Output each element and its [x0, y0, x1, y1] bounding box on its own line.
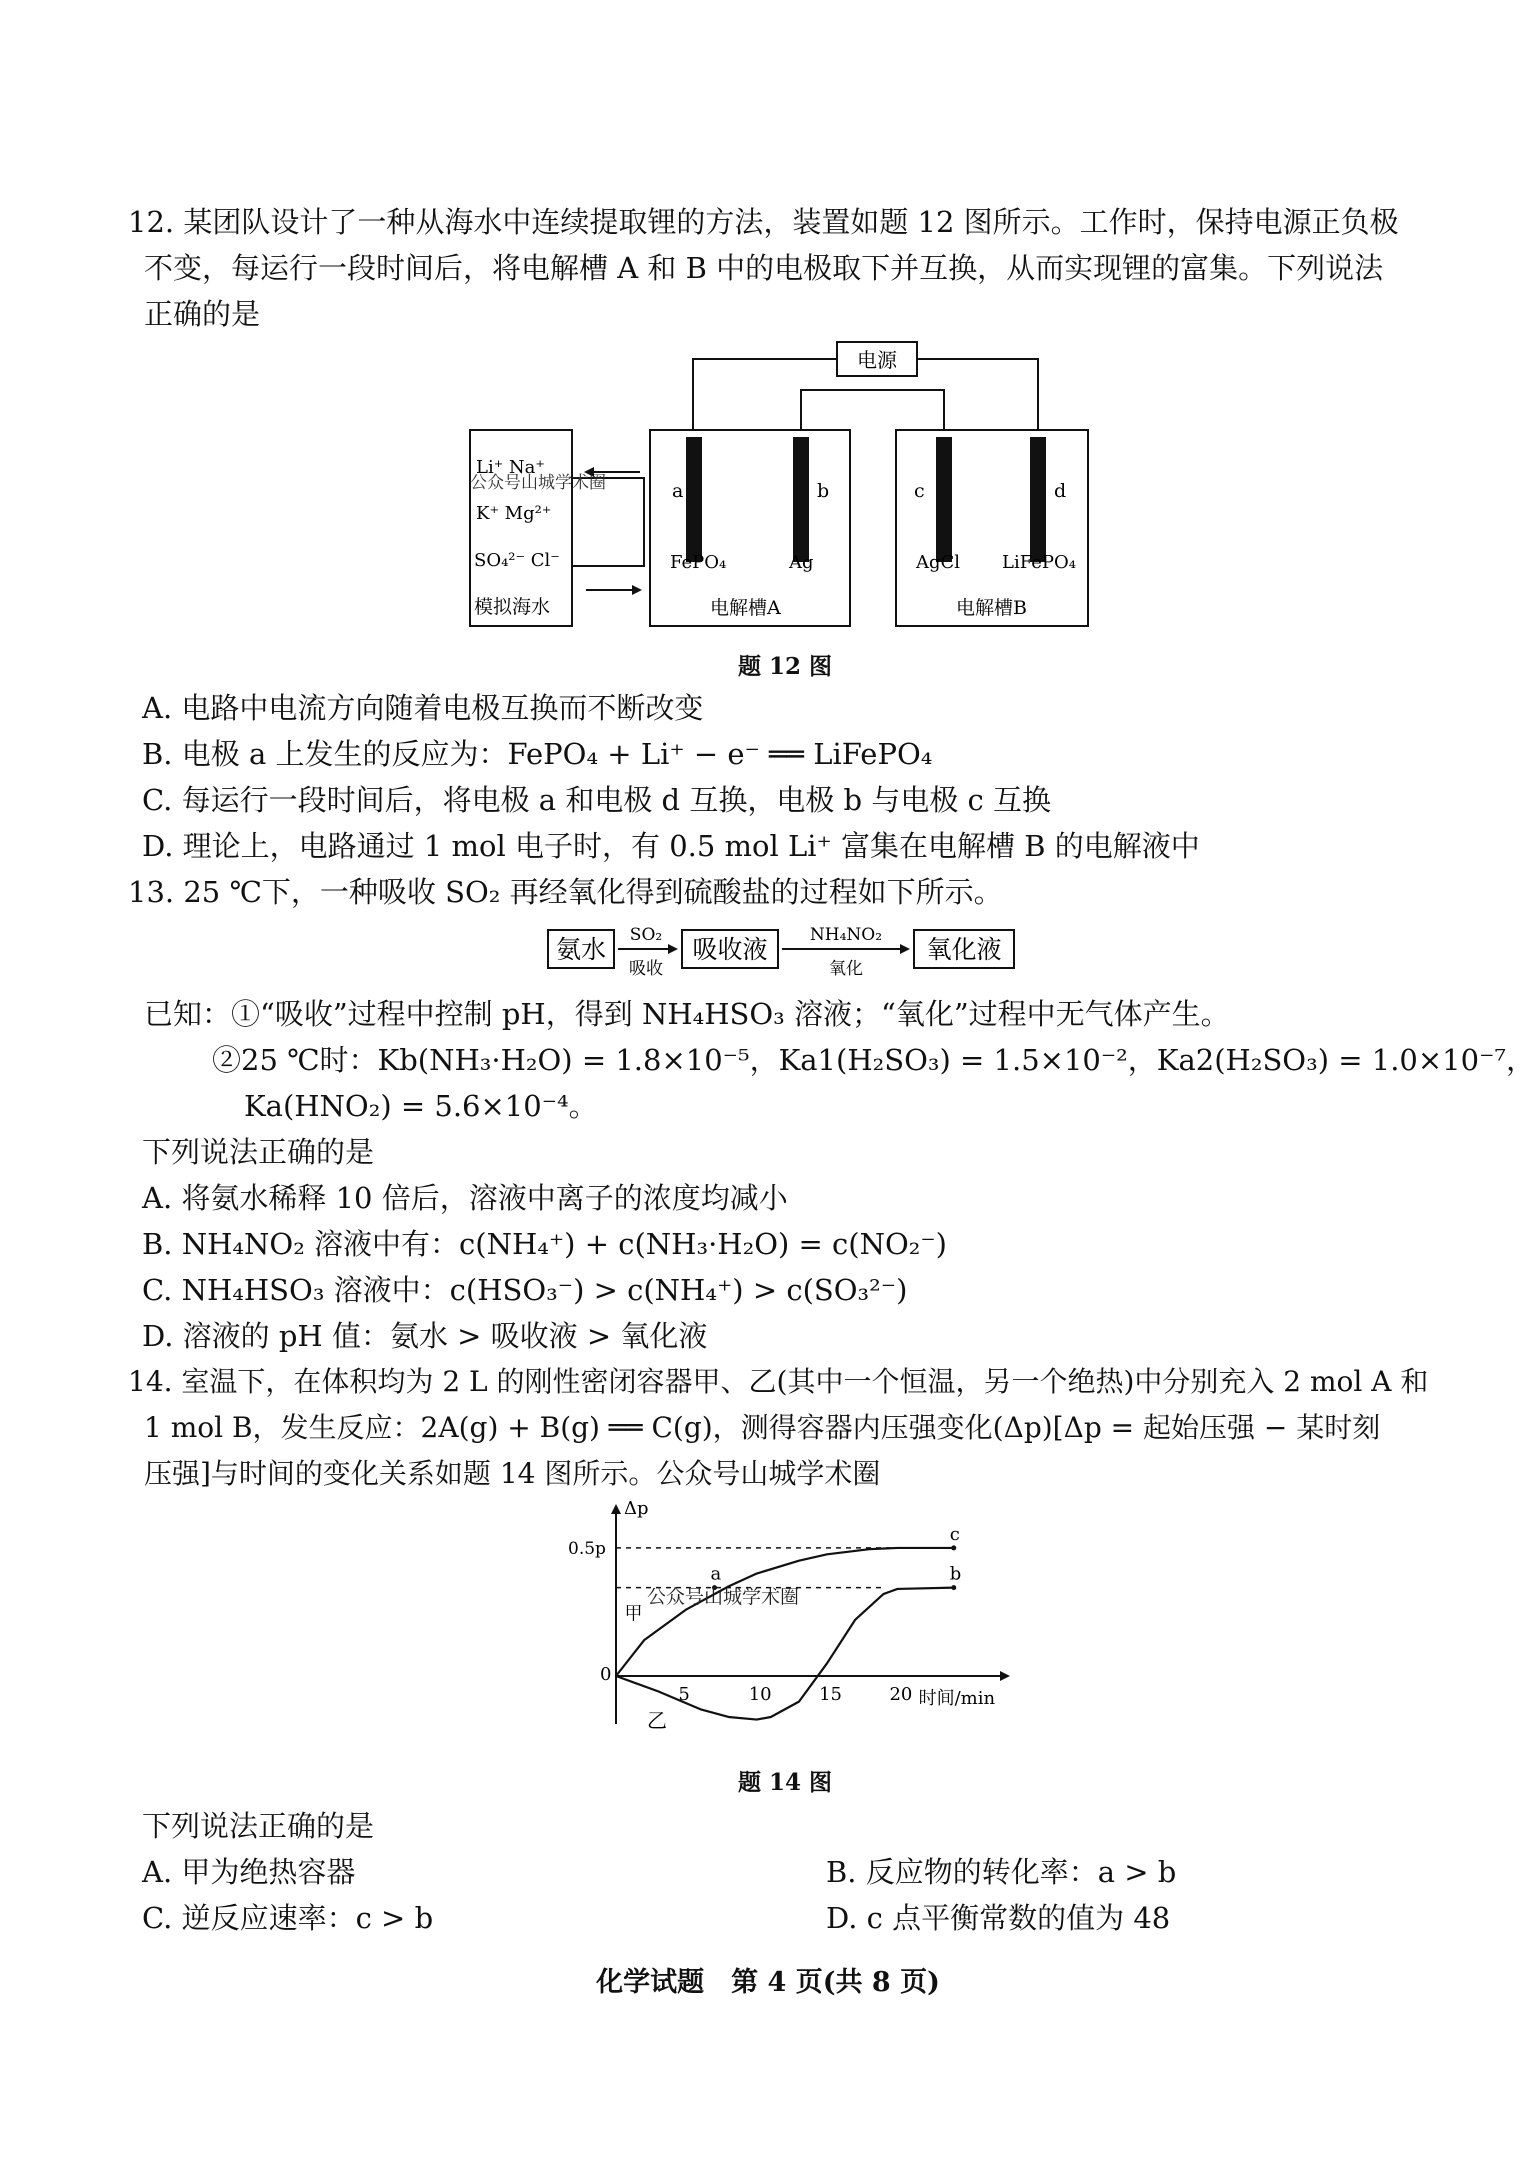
electrode-c-material: AgCl — [916, 552, 961, 573]
pressure-time-chart — [556, 1500, 1016, 1760]
chart-watermark: 公众号山城学术圈 — [646, 1586, 799, 1609]
cell-b-label: 电解槽B — [956, 597, 1027, 619]
q13-stem-line1: 13. 25 ℃下，一种吸收 SO₂ 再经氧化得到硫酸盐的过程如下所示。 — [128, 875, 1003, 909]
x-axis-label: 时间/min — [918, 1688, 996, 1709]
point-a-label: a — [710, 1563, 722, 1585]
q12-stem-line2: 不变，每运行一段时间后，将电解槽 A 和 B 中的电极取下并互换，从而实现锂的富集。下列说法 — [144, 251, 1384, 285]
q13-option-d: D. 溶液的 pH 值：氨水 > 吸收液 > 氧化液 — [142, 1319, 708, 1353]
electrode-b-material: Ag — [789, 552, 814, 573]
ions-row1: Li⁺ Na⁺ — [476, 457, 545, 478]
q14-prompt: 下列说法正确的是 — [142, 1809, 375, 1843]
y-tick-0.5p: 0.5p — [568, 1538, 606, 1559]
electrode-a-label: a — [672, 480, 684, 502]
q13-known-1: 已知：①“吸收”过程中控制 pH，得到 NH₄HSO₃ 溶液；“氧化”过程中无气体产生。 — [144, 997, 1230, 1031]
ions-row2: K⁺ Mg²⁺ — [476, 503, 552, 524]
q13-option-a: A. 将氨水稀释 10 倍后，溶液中离子的浓度均减小 — [142, 1181, 788, 1215]
electrolysis-apparatus-figure — [460, 330, 1100, 650]
oxidized-solution-label: 氧化液 — [926, 935, 1002, 964]
electrode-c — [936, 437, 952, 562]
arrow1-top: SO₂ — [629, 925, 663, 945]
arrow2-bottom: 氧化 — [829, 959, 863, 979]
ammonia-label: 氨水 — [555, 935, 607, 964]
q12-stem-line3: 正确的是 — [144, 297, 261, 331]
page-footer: 化学试题 第 4 页(共 8 页) — [596, 1967, 940, 1998]
q13-known-2: ②25 ℃时：Kb(NH₃·H₂O) = 1.8×10⁻⁵，Ka1(H₂SO₃) = 1.5×10⁻²，Ka2(H₂SO₃) = 1.0×10⁻⁷， — [212, 1043, 1536, 1077]
x-tick-5: 5 — [678, 1684, 690, 1705]
electrode-b — [793, 437, 809, 562]
q14-stem-line3: 压强]与时间的变化关系如题 14 图所示。公众号山城学术圈 — [144, 1457, 881, 1490]
x-tick-0: 0 — [600, 1664, 612, 1685]
q12-option-d: D. 理论上，电路通过 1 mol 电子时，有 0.5 mol Li⁺ 富集在电解槽 B 的电解液中 — [142, 829, 1200, 863]
power-label: 电源 — [857, 348, 897, 372]
q14-option-b: B. 反应物的转化率：a > b — [826, 1855, 1177, 1889]
absorption-flow-diagram — [546, 912, 1022, 988]
q13-known-3: Ka(HNO₂) = 5.6×10⁻⁴。 — [244, 1089, 598, 1123]
q14-figure-caption: 题 14 图 — [738, 1769, 833, 1796]
electrode-c-label: c — [914, 480, 925, 502]
series-yi-label: 乙 — [646, 1708, 667, 1733]
q14-stem-line2: 1 mol B，发生反应：2A(g) + B(g) ══ C(g)，测得容器内压强变化(Δp)[Δp = 起始压强 − 某时刻 — [144, 1411, 1381, 1444]
electrode-d-label: d — [1054, 480, 1067, 502]
electrode-a — [686, 437, 702, 562]
electrode-b-label: b — [817, 480, 830, 502]
q13-prompt: 下列说法正确的是 — [142, 1135, 375, 1169]
point-c — [951, 1545, 956, 1550]
q13-option-b: B. NH₄NO₂ 溶液中有：c(NH₄⁺) + c(NH₃·H₂O) = c(NO₂⁻) — [142, 1227, 947, 1261]
q14-option-a: A. 甲为绝热容器 — [142, 1855, 356, 1889]
point-b-label: b — [949, 1563, 962, 1585]
q14-stem-line1: 14. 室温下，在体积均为 2 L 的刚性密闭容器甲、乙(其中一个恒温，另一个绝热)中分别充入 2 mol A 和 — [128, 1365, 1429, 1398]
watermark-text: 公众号山城学术圈 — [470, 473, 606, 493]
y-axis-label: Δp — [624, 1500, 649, 1519]
q13-option-c: C. NH₄HSO₃ 溶液中：c(HSO₃⁻) > c(NH₄⁺) > c(SO₃²⁻) — [142, 1273, 908, 1307]
absorbed-solution-label: 吸收液 — [692, 935, 768, 964]
q12-option-b: B. 电极 a 上发生的反应为：FePO₄ + Li⁺ − e⁻ ══ LiFePO₄ — [142, 737, 933, 771]
q12-stem-line1: 12. 某团队设计了一种从海水中连续提取锂的方法，装置如题 12 图所示。工作时，保持电源正负极 — [128, 205, 1399, 239]
q14-option-c: C. 逆反应速率：c > b — [142, 1901, 434, 1935]
y-axis-arrow — [611, 1504, 621, 1514]
q12-option-a: A. 电路中电流方向随着电极互换而不断改变 — [142, 691, 704, 725]
cell-a-label: 电解槽A — [710, 597, 781, 619]
series-jia-line — [616, 1548, 954, 1676]
q12-option-c: C. 每运行一段时间后，将电极 a 和电极 d 互换，电极 b 与电极 c 互换 — [142, 783, 1051, 817]
arrow1-bottom: 吸收 — [629, 959, 663, 979]
x-axis-arrow — [1000, 1671, 1010, 1681]
q12-figure-caption: 题 12 图 — [738, 653, 833, 680]
point-c-label: c — [949, 1523, 960, 1545]
arrow2-top: NH₄NO₂ — [809, 925, 883, 945]
q14-option-d: D. c 点平衡常数的值为 48 — [826, 1901, 1171, 1935]
electrode-d — [1030, 437, 1046, 562]
x-tick-20: 20 — [889, 1684, 913, 1705]
series-jia-label: 甲 — [624, 1603, 643, 1625]
ions-row3: SO₄²⁻ Cl⁻ — [474, 550, 560, 571]
x-tick-15: 15 — [819, 1684, 843, 1705]
x-tick-10: 10 — [748, 1684, 772, 1705]
electrode-a-material: FePO₄ — [670, 552, 727, 573]
point-b — [951, 1585, 956, 1590]
seawater-label: 模拟海水 — [474, 596, 551, 618]
electrode-d-material: LiFePO₄ — [1002, 552, 1076, 573]
